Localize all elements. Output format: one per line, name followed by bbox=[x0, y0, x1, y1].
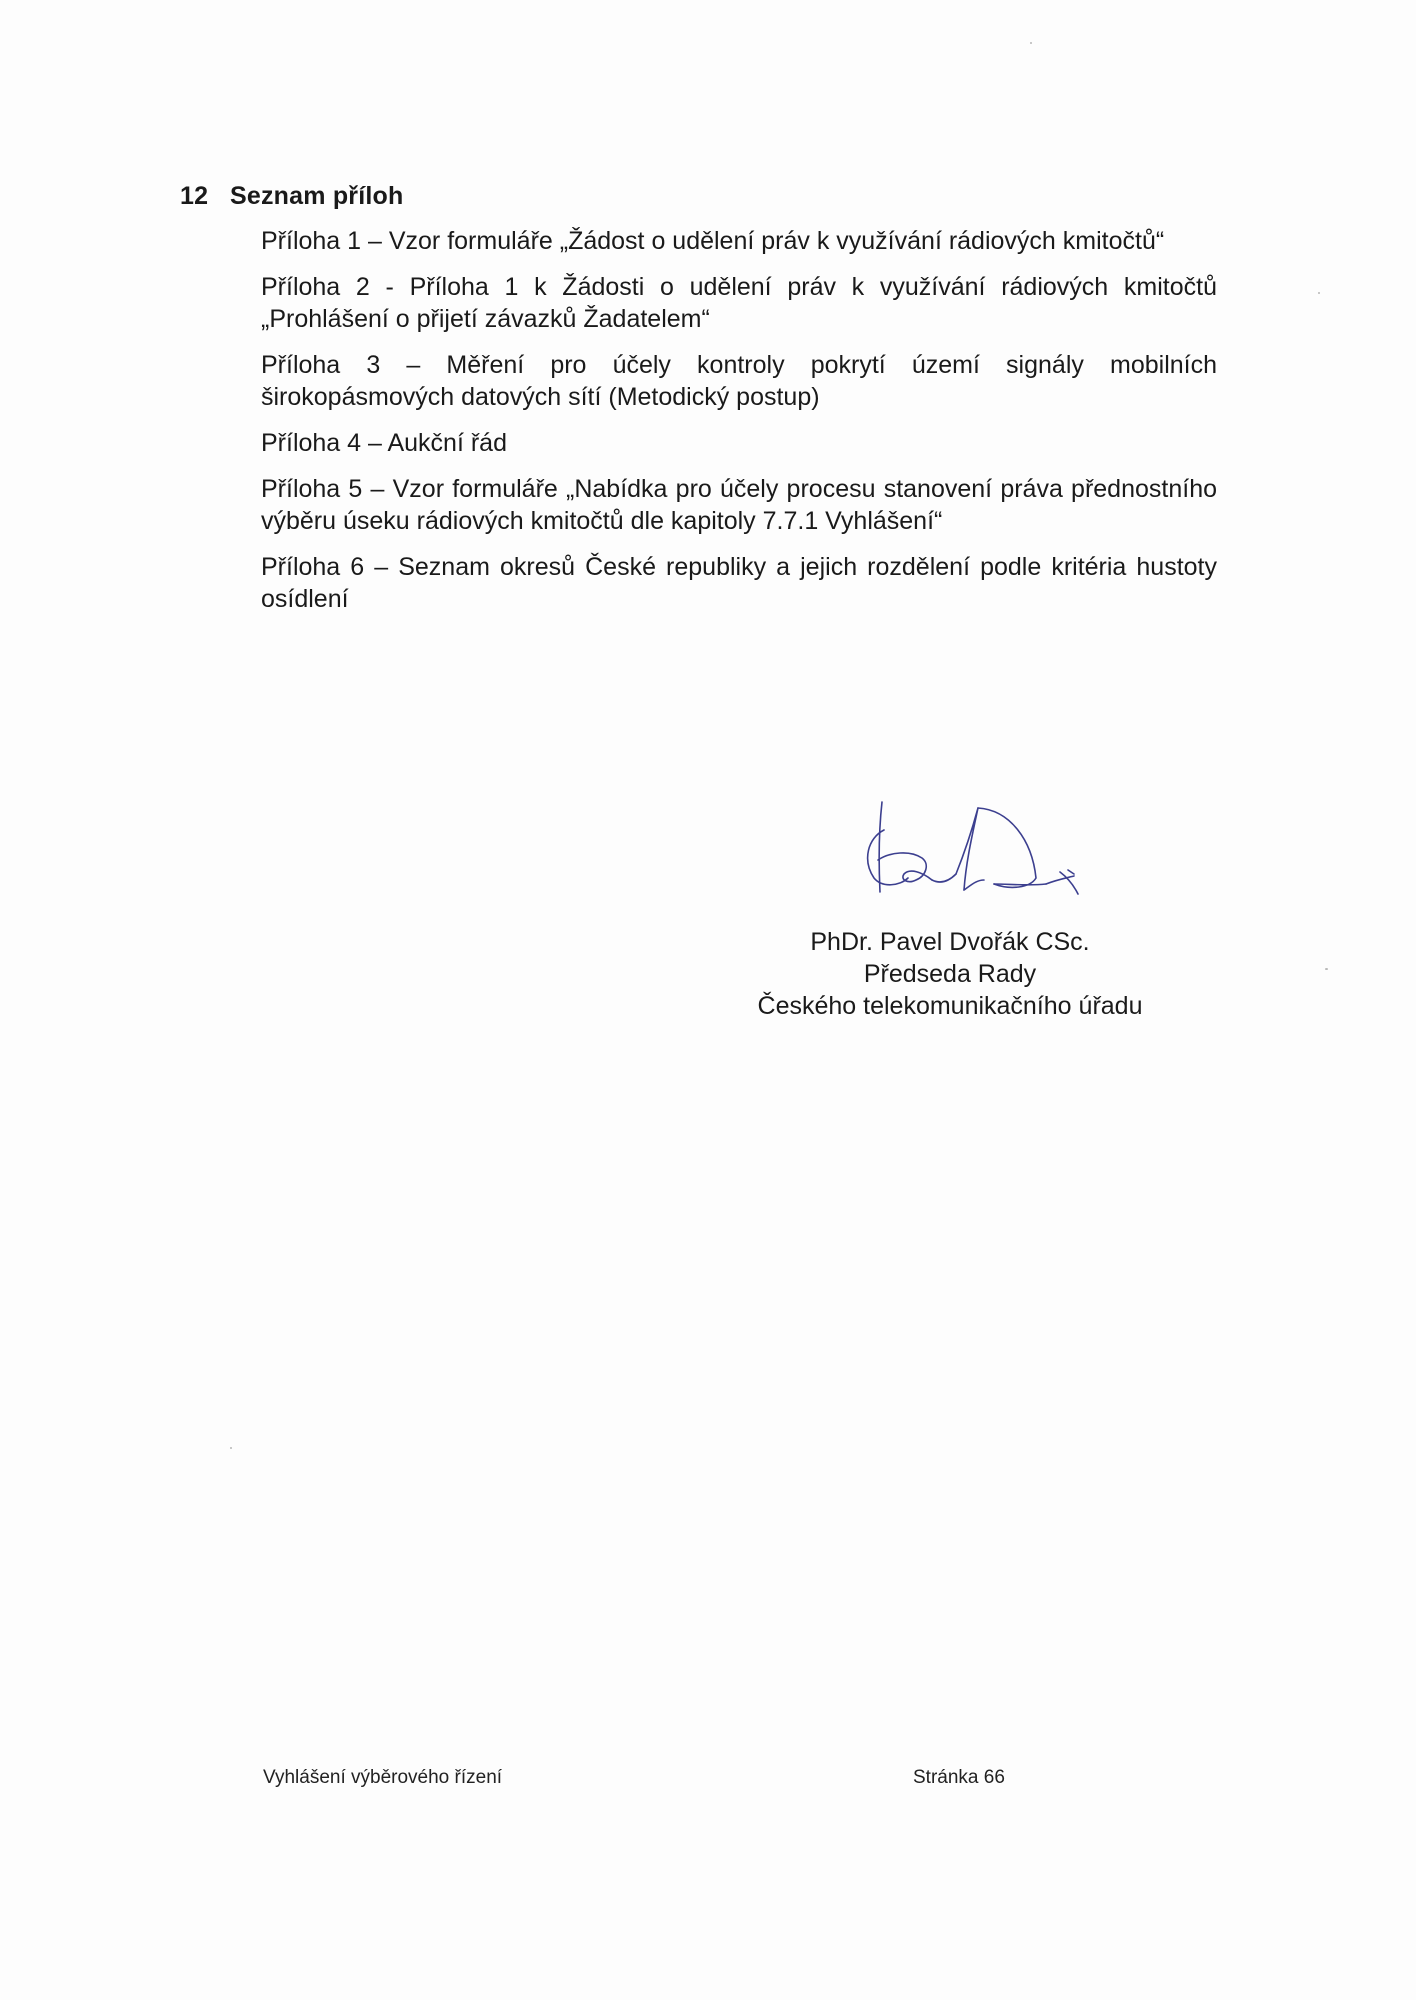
scan-speck bbox=[1318, 292, 1320, 294]
handwritten-signature bbox=[860, 800, 1100, 900]
section-heading bbox=[180, 182, 403, 211]
section-number: 12 bbox=[180, 182, 209, 210]
signer-institution: Českého telekomunikačního úřadu bbox=[757, 992, 1143, 1020]
attachment-item: Příloha 6 – Seznam okresů České republiky a jejich rozdělení podle kritéria hustoty osídlení bbox=[261, 553, 1217, 613]
footer-page-number: Stránka 66 bbox=[913, 1767, 1005, 1788]
signer-details bbox=[720, 926, 1180, 1022]
signer-name: PhDr. Pavel Dvořák CSc. bbox=[810, 928, 1090, 956]
footer-document-title: Vyhlášení výběrového řízení bbox=[263, 1767, 503, 1788]
scan-speck bbox=[1325, 968, 1328, 970]
attachment-list bbox=[261, 225, 1217, 629]
attachment-item: Příloha 5 – Vzor formuláře „Nabídka pro účely procesu stanovení práva přednostního výběru úseku rádiových kmitočtů dle kapitoly 7.7.1 Vyhlášení“ bbox=[261, 475, 1217, 535]
attachment-item: Příloha 4 – Aukční řád bbox=[261, 429, 507, 457]
attachment-item: Příloha 1 – Vzor formuláře „Žádost o udělení práv k využívání rádiových kmitočtů“ bbox=[261, 227, 1165, 255]
signer-position: Předseda Rady bbox=[863, 960, 1037, 988]
attachment-item: Příloha 3 – Měření pro účely kontroly pokrytí území signály mobilních širokopásmových datových sítí (Metodický postup) bbox=[261, 351, 1217, 411]
section-title: Seznam příloh bbox=[230, 182, 404, 210]
scan-speck bbox=[1030, 42, 1032, 44]
attachment-item: Příloha 2 - Příloha 1 k Žádosti o udělení práv k využívání rádiových kmitočtů „Prohlášení o přijetí závazků Žadatelem“ bbox=[261, 273, 1217, 333]
scan-speck bbox=[230, 1447, 232, 1449]
